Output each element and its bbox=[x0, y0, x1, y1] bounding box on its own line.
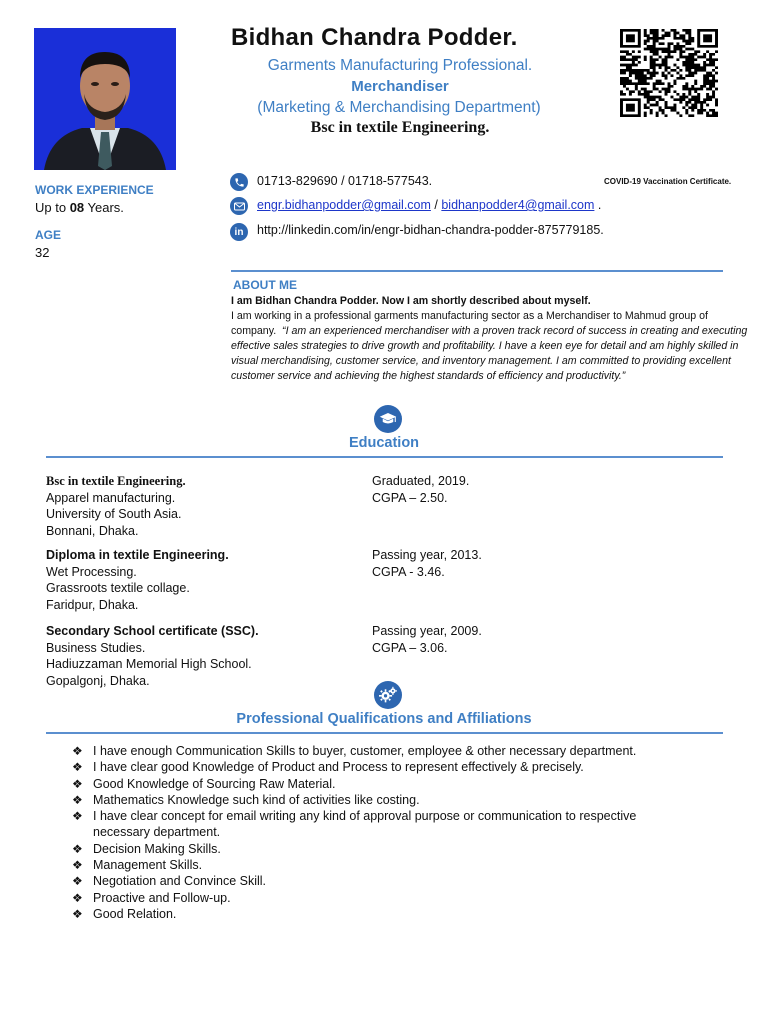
gears-icon bbox=[374, 681, 402, 709]
education-entry-result bbox=[372, 623, 572, 656]
bullet: ❖ bbox=[72, 906, 83, 921]
list-item bbox=[46, 792, 696, 808]
linkedin-icon: in bbox=[230, 223, 248, 241]
age-value: 32 bbox=[35, 245, 50, 260]
bullet: ❖ bbox=[72, 809, 83, 824]
bullet: ❖ bbox=[72, 744, 83, 758]
education-entry-cgpa: CGPA - 3.46. bbox=[372, 564, 445, 579]
education-entry-year: Passing year, 2013. bbox=[372, 548, 482, 562]
education-entry bbox=[46, 473, 346, 539]
list-item bbox=[46, 906, 696, 922]
education-entry-line: Bonnani, Dhaka. bbox=[46, 523, 139, 538]
list-item-text: I have enough Communication Skills to buyer, customer, employee & other necessary department. bbox=[93, 744, 637, 758]
bullet: ❖ bbox=[72, 890, 83, 905]
education-entry-line: Faridpur, Dhaka. bbox=[46, 597, 139, 612]
list-item-text: I have clear good Knowledge of Product and Process to represent effectively & precisely. bbox=[93, 760, 584, 775]
bullet: ❖ bbox=[72, 858, 83, 873]
qualifications-list bbox=[46, 743, 696, 922]
work-prefix: Up to bbox=[35, 200, 70, 215]
list-item-text: Negotiation and Convince Skill. bbox=[93, 874, 267, 889]
phone-icon bbox=[230, 173, 248, 191]
email-row bbox=[257, 198, 601, 212]
education-entry-year: Graduated, 2019. bbox=[372, 474, 470, 488]
list-item bbox=[46, 759, 696, 775]
list-item bbox=[46, 841, 696, 857]
education-entry-cgpa: CGPA – 2.50. bbox=[372, 490, 448, 505]
about-lead: I am Bidhan Chandra Podder. Now I am shortly described about myself. bbox=[231, 295, 591, 307]
list-item-text: Good Knowledge of Sourcing Raw Material. bbox=[93, 776, 336, 791]
about-body bbox=[231, 294, 756, 384]
list-item bbox=[46, 743, 696, 759]
work-suffix: Years. bbox=[84, 200, 124, 215]
bullet: ❖ bbox=[72, 874, 83, 889]
linkedin-url[interactable]: http://linkedin.com/in/engr-bidhan-chandra-podder-875779185. bbox=[257, 223, 604, 237]
list-item-text: Decision Making Skills. bbox=[93, 841, 221, 856]
education-entry-line: University of South Asia. bbox=[46, 507, 182, 521]
education-entry-cgpa: CGPA – 3.06. bbox=[372, 640, 448, 655]
education-title: Education bbox=[348, 435, 420, 451]
list-item-text: I have clear concept for email writing any kind of approval purpose or communication to respective necessary department. bbox=[93, 809, 637, 840]
about-divider bbox=[231, 270, 723, 272]
list-item-text: Management Skills. bbox=[93, 858, 203, 873]
work-experience-label: WORK EXPERIENCE bbox=[35, 183, 154, 197]
phone-numbers: 01713-829690 / 01718-577543. bbox=[257, 174, 433, 188]
job-title: Merchandiser bbox=[351, 78, 449, 95]
list-item bbox=[46, 890, 696, 906]
email-end: . bbox=[594, 198, 602, 212]
candidate-name: Bidhan Chandra Podder. bbox=[231, 24, 518, 51]
list-item bbox=[46, 776, 696, 792]
list-item bbox=[46, 873, 696, 889]
email-link-1[interactable]: engr.bidhanpodder@gmail.com bbox=[257, 198, 431, 212]
education-entry-year: Passing year, 2009. bbox=[372, 624, 482, 638]
about-text bbox=[231, 309, 756, 384]
graduation-cap-icon bbox=[374, 405, 402, 433]
bullet: ❖ bbox=[72, 776, 83, 791]
list-item-text: Mathematics Knowledge such kind of activities like costing. bbox=[93, 792, 420, 807]
qr-code bbox=[620, 29, 718, 117]
department: (Marketing & Merchandising Department) bbox=[257, 99, 541, 116]
education-entry-result bbox=[372, 547, 572, 580]
email-separator: / bbox=[430, 198, 442, 212]
education-entry-line: Grassroots textile collage. bbox=[46, 581, 190, 595]
education-entry-line: Apparel manufacturing. bbox=[46, 490, 176, 505]
list-item bbox=[46, 808, 696, 841]
age-label: AGE bbox=[35, 228, 62, 242]
qualifications-divider bbox=[46, 732, 723, 734]
qualifications-list-wrap bbox=[46, 743, 696, 922]
education-entry bbox=[46, 547, 346, 613]
work-years: 08 bbox=[69, 200, 85, 215]
education-entry-title: Secondary School certificate (SSC). bbox=[46, 624, 259, 638]
bullet: ❖ bbox=[72, 792, 83, 807]
about-quote: “I am an experienced merchandiser with a proven track record of success in creating and executing effective sales strategies to drive growth and profitability. I have a keen eye for detail and am highly skilled in visual merchandising, customer service, and inventory management. I am committed to providing excellent customer service and achieving the highest standards of efficiency and productivity.” bbox=[231, 325, 748, 382]
bullet: ❖ bbox=[72, 760, 83, 775]
education-entry-title: Diploma in textile Engineering. bbox=[46, 548, 229, 562]
list-item-text: Proactive and Follow-up. bbox=[93, 890, 231, 905]
education-entry-line: Hadiuzzaman Memorial High School. bbox=[46, 657, 252, 671]
covid-certificate-link[interactable]: COVID-19 Vaccination Certificate. bbox=[604, 177, 732, 186]
work-experience-value bbox=[35, 200, 124, 215]
education-entry-result bbox=[372, 473, 572, 506]
list-item bbox=[46, 857, 696, 873]
degree: Bsc in textile Engineering. bbox=[310, 119, 490, 136]
profession-subtitle: Garments Manufacturing Professional. bbox=[267, 57, 533, 74]
email-icon bbox=[230, 197, 248, 215]
education-entry-line: Gopalgonj, Dhaka. bbox=[46, 673, 150, 688]
qualifications-title: Professional Qualifications and Affiliations bbox=[236, 711, 532, 727]
education-divider bbox=[46, 456, 723, 458]
about-statement: I am working in a professional garments manufacturing sector as a Merchandiser to Mahmud group of company. bbox=[231, 310, 708, 337]
email-link-2[interactable]: bidhanpodder4@gmail.com bbox=[441, 198, 595, 212]
education-entry bbox=[46, 623, 346, 689]
education-entry-title: Bsc in textile Engineering. bbox=[46, 474, 186, 488]
bullet: ❖ bbox=[72, 841, 83, 856]
education-entry-line: Business Studies. bbox=[46, 640, 146, 655]
list-item-text: Good Relation. bbox=[93, 906, 177, 921]
about-title: ABOUT ME bbox=[233, 278, 297, 292]
education-entry-line: Wet Processing. bbox=[46, 564, 137, 579]
profile-photo bbox=[34, 28, 176, 170]
